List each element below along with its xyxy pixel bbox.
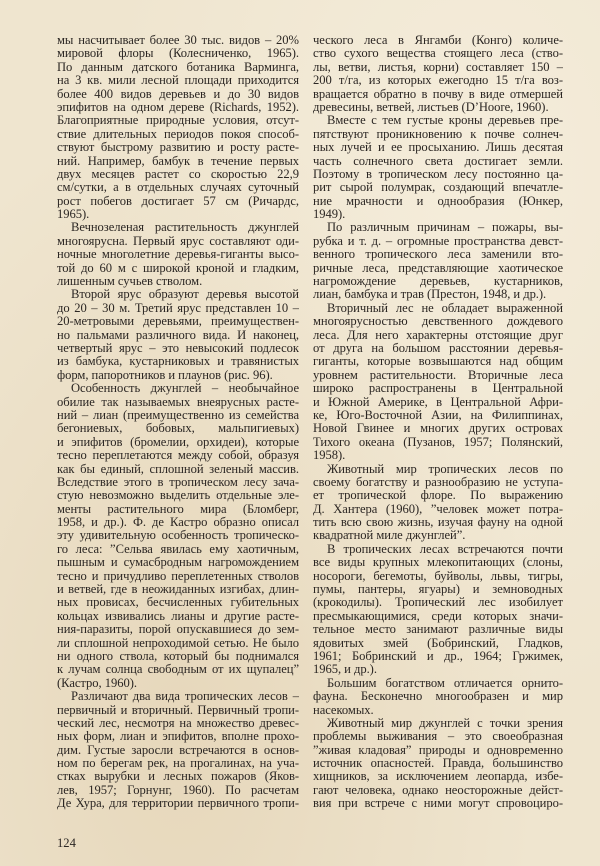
- text-line: источник опасностей. Правда, большинство: [313, 757, 563, 771]
- text-line: обилие так называемых внеярусных расте-: [57, 395, 299, 409]
- text-line: Поэтому в тропическом лесу постоянно ца-: [313, 167, 563, 181]
- text-line: ет тропической флоре. По выражению: [313, 489, 563, 503]
- text-line: Второй ярус образуют деревья высотой: [71, 288, 299, 302]
- text-line: ли сплошной непроходимой сетью. Не было: [57, 636, 299, 650]
- text-line: ний – лиан (преимущественно из семейства: [57, 408, 299, 422]
- text-line: из бамбука, кустарниковых и травянистых: [57, 355, 299, 369]
- text-line: на 3 кв. мили лесной площади приходится: [57, 74, 299, 88]
- text-line: Различают два вида тропических лесов –: [71, 690, 299, 704]
- text-line: Д. Хантера (1960), ”человек может потра-: [313, 502, 563, 516]
- text-line: 1958, и др.). Ф. де Кастро образно описал: [57, 516, 299, 530]
- paragraph: [313, 717, 563, 811]
- text-line: уровнем растительности. Вторичные леса: [313, 368, 563, 382]
- text-line: от друга на большом расстоянии деревья-: [313, 341, 563, 355]
- text-line: (крокодилы). Тропический лес изобилует: [313, 596, 563, 610]
- text-line: бегониевых, бобовых, мальпигиевых): [57, 422, 299, 436]
- text-line: Вместе с тем густые кроны деревьев пре-: [327, 114, 563, 128]
- text-line: пресмыкающимися, среди которых значи-: [313, 609, 563, 623]
- text-line: стках вырубки и лесных пожаров (Яков-: [57, 770, 299, 784]
- text-line: ние мрачности и однообразия (Юнкер,: [313, 194, 563, 208]
- text-line: часть солнечного света достигает земли.: [313, 154, 563, 168]
- text-line: пятствуют проникновению к почве солнеч-: [313, 127, 563, 141]
- text-line: Новой Гвинее и многих других островах: [313, 422, 563, 436]
- paragraph: [57, 34, 299, 221]
- paragraph: [313, 463, 563, 543]
- text-line: ных лучей и ее просыханию. Лишь десятая: [313, 141, 563, 155]
- text-line: мировой флоры (Колесниченко, 1965).: [57, 47, 299, 61]
- text-line: широко распространены в Центральной: [313, 382, 563, 396]
- text-line: гиганты, которые возвышаются над общим: [313, 355, 563, 369]
- text-line: тить всю свою жизнь, изучая фауну на одной: [313, 516, 563, 530]
- text-line: тесно и причудливо переплетенных стволов: [57, 569, 299, 583]
- text-line: Вторичный лес не обладает выраженной: [327, 301, 563, 315]
- text-line: фауна. Бесконечно многообразен и мир: [313, 690, 563, 704]
- text-line: ствуют быстрому развитию и росту расте-: [57, 141, 299, 155]
- text-line: форм, папоротников и плаунов (рис. 96).: [57, 368, 273, 382]
- text-line: ний. Например, бамбук в течение первых: [57, 154, 299, 168]
- text-line: мы насчитывает более 30 тыс. видов – 20%: [57, 34, 299, 47]
- text-line: двух месяцев растет со скоростью 22,9: [57, 167, 299, 181]
- text-line: проблемы выживания – это своеобразная: [313, 730, 563, 744]
- paragraph: [313, 677, 563, 717]
- text-line: 1958).: [313, 449, 346, 463]
- text-line: стую невозможно выделить отдельные эле-: [57, 489, 299, 503]
- text-line: и эпифитов (бромелии, орхидеи), которые: [57, 435, 299, 449]
- text-line: к лучам солнца свободным от их щупалец”: [57, 663, 299, 677]
- text-line: эту удивительную особенность тропическо-: [57, 529, 299, 543]
- paragraph: [313, 221, 563, 301]
- text-line: рит сырой полумрак, создающий впечатле-: [313, 181, 563, 195]
- text-line: пумы, пантеры, ягуары) и земноводных: [313, 583, 563, 597]
- text-line: тесно переплетаются между собой, образуя: [57, 449, 299, 463]
- text-line: ство сухого вещества стоящего леса (ство-: [313, 47, 563, 61]
- page-number: 124: [57, 836, 76, 850]
- text-line: пышным и сумасбродным нагромождением: [57, 556, 299, 570]
- text-line: до 20 – 30 м. Третий ярус представлен 10 –: [57, 301, 299, 315]
- text-line: ческий лес, несмотря на множество древес-: [57, 716, 299, 730]
- text-line: 1961; Бобринский и др., 1964; Гржимек,: [313, 649, 563, 663]
- text-line: носороги, бегемоты, буйволы, львы, тигры,: [313, 569, 563, 583]
- text-line: Де Хура, для территории первичного тропи-: [57, 797, 299, 811]
- text-line: все виды крупных млекопитающих (слоны,: [313, 556, 563, 570]
- text-line: Животный мир джунглей с точки зрения: [327, 716, 563, 730]
- text-line: ческого леса в Янгамби (Конго) количе-: [313, 34, 563, 47]
- text-line: го леса: ”Сельва явилась ему хаотичным,: [57, 542, 299, 556]
- text-line: ни одного ствола, который бы поднимался: [57, 649, 299, 663]
- text-line: квадратной миле джунглей”.: [313, 529, 466, 543]
- text-line: и ветвей, где в неожиданных изгибах, длин-: [57, 583, 299, 597]
- text-line: более 400 видов деревьев и до 30 видов: [57, 87, 299, 101]
- text-line: Особенность джунглей – необычайное: [71, 382, 299, 396]
- text-line: вия при встрече с ними могут спровоциро-: [313, 797, 563, 811]
- text-line: тельное место занимают различные виды: [313, 623, 563, 637]
- text-line: Вследствие этого в тропическом лесу зача-: [57, 475, 299, 489]
- paragraph: [57, 690, 299, 811]
- text-line: рубка и т. д. – огромные пространства девст-: [313, 234, 563, 248]
- text-line: ных провисах, бесчисленных губительных: [57, 596, 299, 610]
- text-line: как бы единый, сплошной зеленый массив.: [57, 462, 299, 476]
- text-line: Животный мир тропических лесов по: [327, 462, 563, 476]
- text-line: менты растительного мира (Бломберг,: [57, 502, 299, 516]
- text-line: ночные многолетние деревья-гиганты высо-: [57, 248, 299, 262]
- text-line: той до 60 м с широкой кроной и гладким,: [57, 261, 299, 275]
- text-line: 20-метровыми деревьями, преимуществен-: [57, 315, 299, 329]
- text-line: см/сутки, а в отдельных случаях суточный: [57, 181, 299, 195]
- text-line: 200 т/га, из которых ежегодно 15 т/га воз-: [313, 74, 563, 88]
- text-line: ном по берегам рек, на прогалинах, на уча-: [57, 757, 299, 771]
- text-line: эпифитов на одном дереве (Richards, 1952).: [57, 100, 299, 114]
- text-line: 1949).: [313, 208, 346, 222]
- text-line: Вечнозеленая растительность джунглей: [71, 221, 299, 235]
- text-line: ных форм, лиан и эпифитов, вполне прохо-: [57, 730, 299, 744]
- paragraph: [57, 221, 299, 288]
- text-line: ядовитых змей (Бобринский, Гладков,: [313, 636, 563, 650]
- text-line: кольцах извивались лианы и другие расте-: [57, 609, 299, 623]
- text-line: многоярусна. Первый ярус составляют оди-: [57, 234, 299, 248]
- text-line: древесины, ветвей, листьев (D’Hoore, 1960).: [313, 100, 549, 114]
- text-line: 1965).: [57, 208, 90, 222]
- text-line: насекомых.: [313, 703, 374, 717]
- text-line: 1965, и др.).: [313, 663, 377, 677]
- text-line: (Кастро, 1960).: [57, 676, 137, 690]
- text-line: лиан, бамбука и трав (Престон, 1948, и др.).: [313, 288, 547, 302]
- paragraph: [313, 543, 563, 677]
- text-line: вращается обратно в почву в виде отмершей: [313, 87, 563, 101]
- text-line: Благоприятные природные условия, отсут-: [57, 114, 299, 128]
- text-line: леса. Для него характерны отстоящие друг: [313, 328, 563, 342]
- text-line: лишенным сучьев стволом.: [57, 275, 203, 289]
- paragraph: [313, 34, 563, 114]
- paragraph: [313, 114, 563, 221]
- paragraph: [57, 382, 299, 690]
- text-line: лы, ветви, листья, корни) составляет 150 –: [313, 60, 563, 74]
- text-column-right: [313, 34, 563, 811]
- text-line: По данным датского ботаника Варминга,: [57, 60, 299, 74]
- text-line: венного тропического леса заменили вто-: [313, 248, 563, 262]
- text-line: хищников, за исключением леопарда, избе-: [313, 770, 563, 784]
- text-line: По различным причинам – пожары, вы-: [327, 221, 563, 235]
- text-column-left: [57, 34, 299, 811]
- text-line: четвертый ярус – это невысокий подлесок: [57, 341, 299, 355]
- text-line: первичный и вторичный. Первичный тропи-: [57, 703, 299, 717]
- paragraph: [57, 288, 299, 382]
- text-line: Тихого океана (Пузанов, 1957; Полянский,: [313, 435, 563, 449]
- paragraph: [313, 302, 563, 463]
- text-line: многоярусностью девственного дождевого: [313, 315, 563, 329]
- text-line: Большим богатством отличается орнито-: [327, 676, 563, 690]
- text-line: ке, Юго-Восточной Азии, на Филиппинах,: [313, 408, 563, 422]
- text-line: нагромождение деревьев, кустарников,: [313, 275, 563, 289]
- text-line: своему богатству и разнообразию не уступа-: [313, 475, 563, 489]
- text-line: ния-паразиты, порой опускавшиеся до зем-: [57, 623, 299, 637]
- text-line: В тропических лесах встречаются почти: [327, 542, 563, 556]
- text-line: лев, 1957; Горнунг, 1960). По расчетам: [57, 783, 299, 797]
- text-line: и Южной Америке, в Центральной Афри-: [313, 395, 563, 409]
- text-line: ”живая кладовая” природы и одновременно: [313, 743, 563, 757]
- text-line: ствие длительных периодов покоя способ-: [57, 127, 299, 141]
- text-line: ричные леса, представляющие хаотическое: [313, 261, 563, 275]
- text-line: но пальмами различного вида. И наконец,: [57, 328, 299, 342]
- text-line: гают человека, однако неосторожные дейст-: [313, 783, 563, 797]
- text-line: рост побегов достигает 57 см (Ричардс,: [57, 194, 299, 208]
- text-line: дим. Густые заросли встречаются в основ-: [57, 743, 299, 757]
